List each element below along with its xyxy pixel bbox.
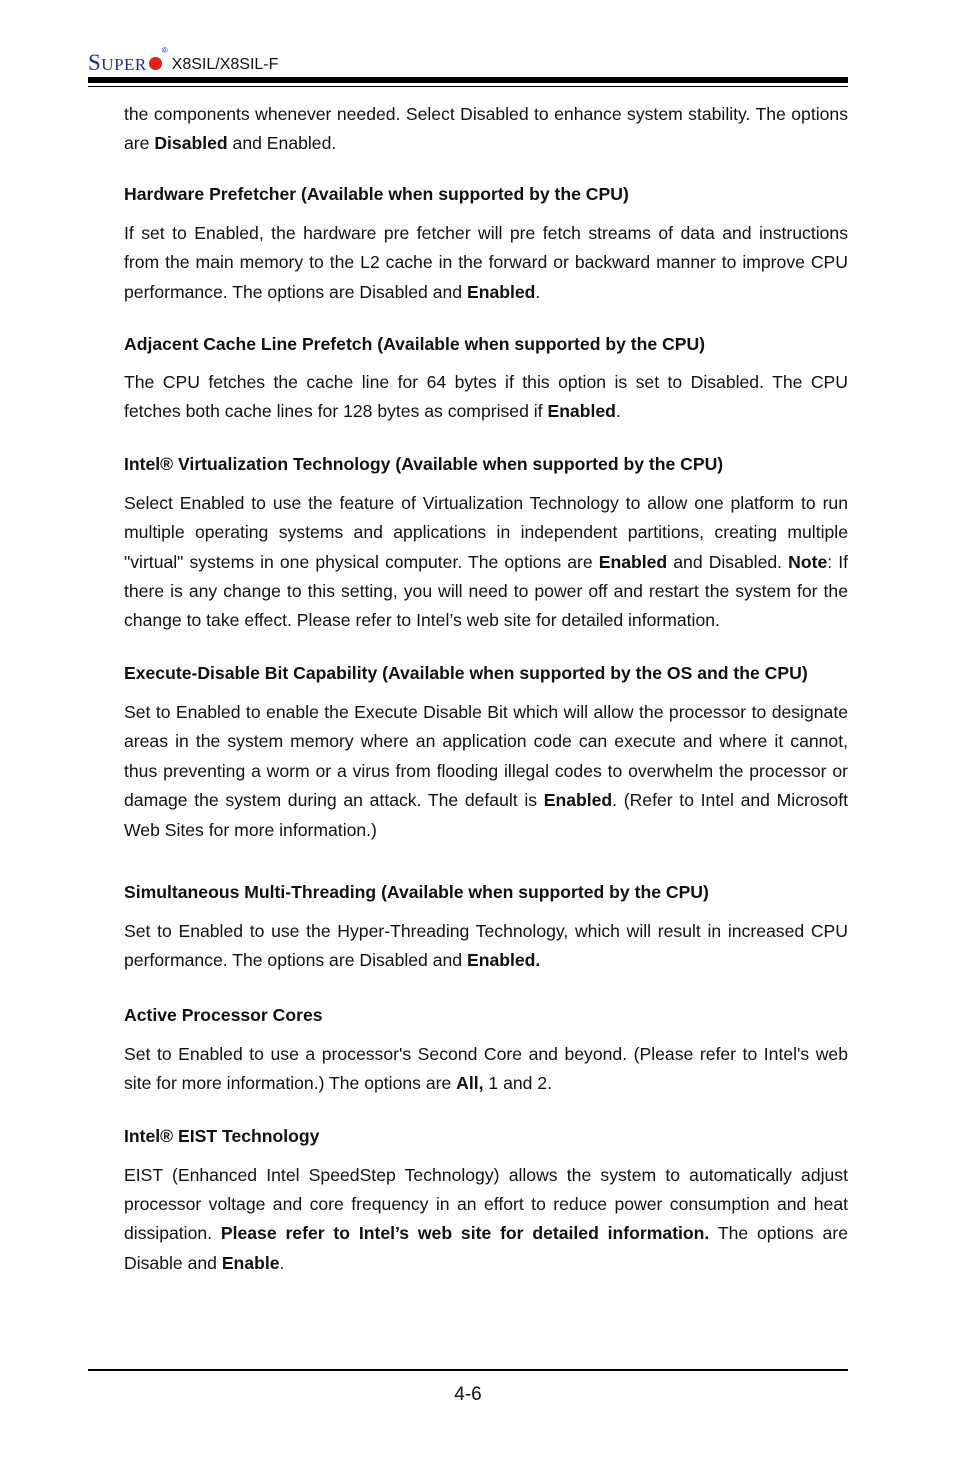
cores-heading: Active Processor Cores (124, 1004, 323, 1025)
registered-mark: ® (161, 46, 168, 55)
smt-paragraph: Set to Enabled to use the Hyper-Threading Technology, which will result in increased CPU performance. The options are Disabled and Enabled. (124, 920, 848, 971)
page-content (124, 100, 848, 1278)
eist-heading: Intel® EIST Technology (124, 1125, 320, 1146)
smt-heading: Simultaneous Multi-Threading (Available when supported by the CPU) (124, 881, 709, 902)
footer-rule (88, 1369, 848, 1371)
adjacent-heading: Adjacent Cache Line Prefetch (Available when supported by the CPU) (124, 334, 706, 355)
header-rule-thin (88, 86, 848, 87)
vt-paragraph: Select Enabled to use the feature of Virtualization Technology to allow one platform to run multiple operating systems and applications in independent partitions, creating multiple "virtual" systems in one physical computer. The options are Enabled and Disabled. Note: If there is any change to this setting, you will need to power off and restart the system for the change to take effect. Please refer to Intel’s web site for detailed information. (124, 492, 848, 631)
cores-paragraph: Set to Enabled to use a processor's Second Core and beyond. (Please refer to Intel's web site for more information.) The options are All, 1 and 2. (124, 1043, 848, 1094)
hw-prefetch-heading: Hardware Prefetcher (Available when supported by the CPU) (124, 183, 629, 204)
hw-prefetch-paragraph: If set to Enabled, the hardware pre fetcher will pre fetch streams of data and instructions from the main memory to the L2 cache in the forward or backward manner to improve CPU performance. The options are Disabled and Enabled. (124, 222, 848, 302)
header-rule-thick (88, 77, 848, 83)
supermicro-logo: SUPER (88, 50, 147, 75)
vt-heading: Intel® Virtualization Technology (Available when supported by the CPU) (124, 453, 724, 474)
intro-paragraph: the components whenever needed. Select Disabled to enhance system stability. The options are Disabled and Enabled. (124, 104, 848, 154)
xd-paragraph: Set to Enabled to enable the Execute Disable Bit which will allow the processor to designate areas in the system memory where an application code can execute and where it cannot, thus preventing a worm or a virus from flooding illegal codes to overwhelm the processor or damage the system during an attack. The default is Enabled. (Refer to Intel and Microsoft Web Sites for more information.) (124, 701, 848, 840)
model-name: X8SIL/X8SIL-F (171, 56, 279, 73)
page-number: 4-6 (454, 1384, 482, 1405)
xd-heading: Execute-Disable Bit Capability (Available when supported by the OS and the CPU) (124, 662, 808, 683)
page-header (88, 44, 278, 74)
logo-dot-icon (149, 57, 162, 70)
adjacent-paragraph: The CPU fetches the cache line for 64 bytes if this option is set to Disabled. The CPU fetches both cache lines for 128 bytes as comprised if Enabled. (124, 372, 848, 422)
eist-paragraph: EIST (Enhanced Intel SpeedStep Technology) allows the system to automatically adjust processor voltage and core frequency in an effort to reduce power consumption and heat dissipation. Please refer to Intel’s web site for detailed information. The options are Disable and Enable. (124, 1164, 848, 1273)
